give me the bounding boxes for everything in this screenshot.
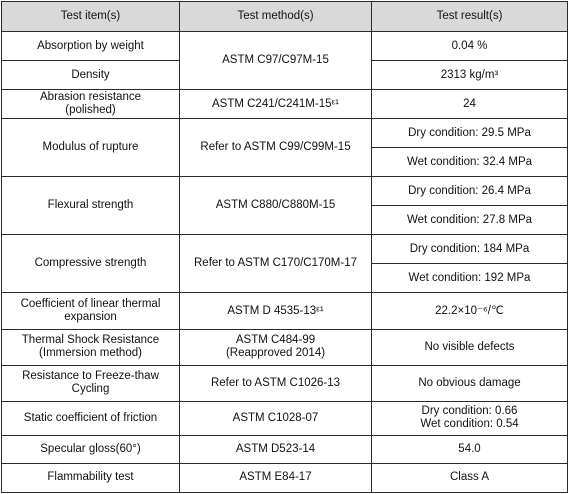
table-row — [2, 401, 568, 435]
cell-result-thermal-shock: No visible defects — [372, 329, 568, 365]
cell-item-freeze-thaw: Resistance to Freeze-thaw Cycling — [2, 365, 180, 401]
cell-item-compressive: Compressive strength — [2, 235, 180, 293]
cell-result-modulus-dry: Dry condition: 29.5 MPa — [372, 119, 568, 148]
cell-method-thermal-shock: ASTM C484-99 (Reapproved 2014) — [180, 329, 372, 365]
cell-result-density: 2313 kg/m³ — [372, 61, 568, 90]
cell-method-gloss: ASTM D523-14 — [180, 435, 372, 463]
table-row — [2, 435, 568, 463]
cell-method-compressive: Refer to ASTM C170/C170M-17 — [180, 235, 372, 293]
cell-item-friction: Static coefficient of friction — [2, 401, 180, 435]
cell-method-absorption-density: ASTM C97/C97M-15 — [180, 32, 372, 90]
table-row — [2, 90, 568, 119]
cell-result-freeze-thaw: No obvious damage — [372, 365, 568, 401]
table-row — [2, 177, 568, 206]
table-row — [2, 293, 568, 329]
test-results-table — [1, 1, 568, 493]
cell-method-thermal-expansion: ASTM D 4535-13ᵋ¹ — [180, 293, 372, 329]
cell-result-friction: Dry condition: 0.66 Wet condition: 0.54 — [372, 401, 568, 435]
table-row — [2, 235, 568, 264]
header-test-method: Test method(s) — [180, 2, 372, 32]
cell-method-abrasion: ASTM C241/C241M-15ᵋ¹ — [180, 90, 372, 119]
cell-method-flammability: ASTM E84-17 — [180, 463, 372, 492]
table-row — [2, 329, 568, 365]
cell-result-abrasion: 24 — [372, 90, 568, 119]
cell-result-thermal-expansion: 22.2×10⁻⁶/℃ — [372, 293, 568, 329]
cell-result-modulus-wet: Wet condition: 32.4 MPa — [372, 148, 568, 177]
cell-result-flexural-wet: Wet condition: 27.8 MPa — [372, 206, 568, 235]
cell-method-friction: ASTM C1028-07 — [180, 401, 372, 435]
cell-method-flexural: ASTM C880/C880M-15 — [180, 177, 372, 235]
table-row — [2, 463, 568, 492]
cell-method-freeze-thaw: Refer to ASTM C1026-13 — [180, 365, 372, 401]
cell-item-abrasion: Abrasion resistance (polished) — [2, 90, 180, 119]
cell-result-compressive-wet: Wet condition: 192 MPa — [372, 264, 568, 293]
header-test-result: Test result(s) — [372, 2, 568, 32]
table-row — [2, 365, 568, 401]
cell-item-density: Density — [2, 61, 180, 90]
cell-result-flammability: Class A — [372, 463, 568, 492]
cell-item-flexural: Flexural strength — [2, 177, 180, 235]
cell-result-compressive-dry: Dry condition: 184 MPa — [372, 235, 568, 264]
cell-item-flammability: Flammability test — [2, 463, 180, 492]
cell-item-thermal-shock: Thermal Shock Resistance (Immersion method) — [2, 329, 180, 365]
cell-method-modulus: Refer to ASTM C99/C99M-15 — [180, 119, 372, 177]
cell-item-absorption: Absorption by weight — [2, 32, 180, 61]
header-test-item: Test item(s) — [2, 2, 180, 32]
cell-result-absorption: 0.04 % — [372, 32, 568, 61]
cell-item-thermal-expansion: Coefficient of linear thermal expansion — [2, 293, 180, 329]
cell-result-flexural-dry: Dry condition: 26.4 MPa — [372, 177, 568, 206]
cell-item-modulus: Modulus of rupture — [2, 119, 180, 177]
cell-result-gloss: 54.0 — [372, 435, 568, 463]
table-header-row — [2, 2, 568, 32]
cell-item-gloss: Specular gloss(60°) — [2, 435, 180, 463]
table-row — [2, 119, 568, 148]
table-row — [2, 32, 568, 61]
